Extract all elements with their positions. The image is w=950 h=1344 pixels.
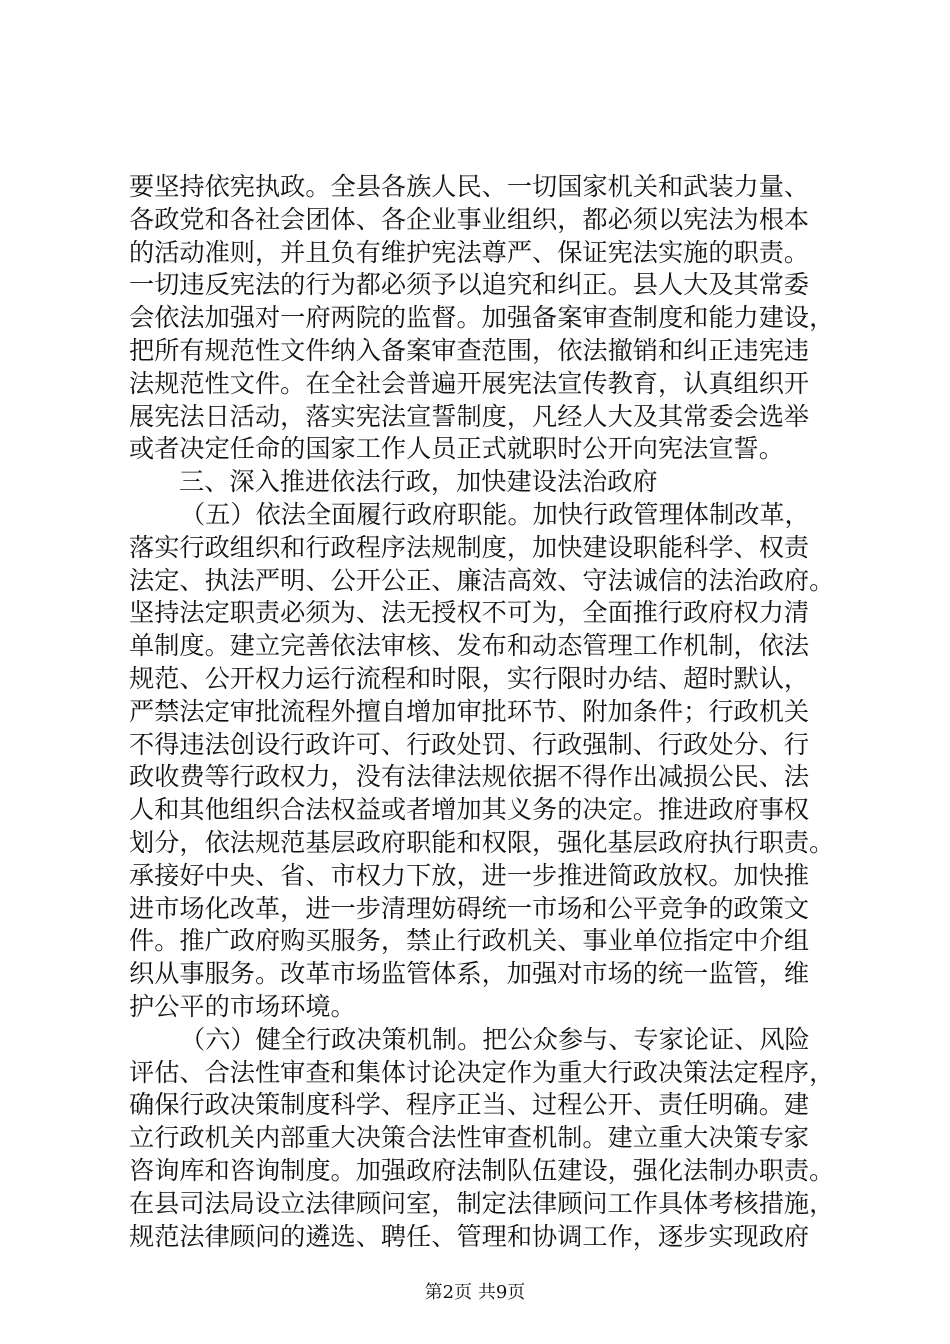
text-line: 或者决定任命的国家工作人员正式就职时公开向宪法宣誓。	[129, 434, 784, 464]
text-line: 政收费等行政权力，没有法律法规依据不得作出减损公民、法	[129, 762, 810, 792]
text-line: 法规范性文件。在全社会普遍开展宪法宣传教育，认真组织开	[129, 368, 810, 398]
text-line: 坚持法定职责必须为、法无授权不可为，全面推行政府权力清	[129, 598, 810, 628]
text-line: 划分，依法规范基层政府职能和权限，强化基层政府执行职责。	[129, 827, 835, 857]
text-line: 落实行政组织和行政程序法规制度，加快建设职能科学、权责	[129, 532, 810, 562]
section-heading: 三、深入推进依法行政，加快建设法治政府	[179, 467, 658, 497]
text-line: 织从事服务。改革市场监管体系，加强对市场的统一监管，维	[129, 959, 810, 989]
text-line: 要坚持依宪执政。全县各族人民、一切国家机关和武装力量、	[129, 172, 810, 201]
paragraph-start-line: （六）健全行政决策机制。把公众参与、专家论证、风险	[180, 1024, 810, 1054]
text-line: 会依法加强对一府两院的监督。加强备案审查制度和能力建设，	[129, 303, 835, 333]
text-line: 立行政机关内部重大决策合法性审查机制。建立重大决策专家	[129, 1123, 810, 1153]
text-line: 进市场化改革，进一步清理妨碍统一市场和公平竞争的政策文	[129, 893, 810, 923]
text-line: 展宪法日活动，落实宪法宣誓制度，凡经人大及其常委会选举	[129, 401, 810, 431]
text-line: 件。推广政府购买服务，禁止行政机关、事业单位指定中介组	[129, 926, 810, 956]
text-line: 各政党和各社会团体、各企业事业组织，都必须以宪法为根本	[129, 204, 810, 234]
text-line: 严禁法定审批流程外擅自增加审批环节、附加条件；行政机关	[129, 696, 810, 726]
text-line: 把所有规范性文件纳入备案审查范围，依法撤销和纠正违宪违	[129, 335, 810, 365]
text-line: 不得违法创设行政许可、行政处罚、行政强制、行政处分、行	[129, 729, 810, 759]
page-number-footer: 第2页 共9页	[424, 1282, 526, 1303]
text-line: 规范、公开权力运行流程和时限，实行限时办结、超时默认，	[129, 663, 810, 693]
document-body	[129, 171, 859, 1253]
text-line: 确保行政决策制度科学、程序正当、过程公开、责任明确。建	[129, 1090, 810, 1120]
text-line: 人和其他组织合法权益或者增加其义务的决定。推进政府事权	[129, 795, 810, 825]
text-line: 咨询库和咨询制度。加强政府法制队伍建设，强化法制办职责。	[129, 1155, 835, 1185]
paragraph-start-line: （五）依法全面履行政府职能。加快行政管理体制改革，	[180, 499, 810, 529]
text-line: 承接好中央、省、市权力下放，进一步推进简政放权。加快推	[129, 860, 810, 890]
text-line: 一切违反宪法的行为都必须予以追究和纠正。县人大及其常委	[129, 270, 810, 300]
text-line: 在县司法局设立法律顾问室，制定法律顾问工作具体考核措施，	[129, 1188, 835, 1218]
text-line: 法定、执法严明、公开公正、廉洁高效、守法诚信的法治政府。	[129, 565, 835, 595]
text-line: 规范法律顾问的遴选、聘任、管理和协调工作，逐步实现政府	[129, 1221, 810, 1251]
text-line: 单制度。建立完善依法审核、发布和动态管理工作机制，依法	[129, 631, 810, 661]
text-line: 的活动准则，并且负有维护宪法尊严、保证宪法实施的职责。	[129, 237, 810, 267]
text-line: 护公平的市场环境。	[129, 991, 356, 1021]
text-line: 评估、合法性审查和集体讨论决定作为重大行政决策法定程序，	[129, 1057, 835, 1087]
